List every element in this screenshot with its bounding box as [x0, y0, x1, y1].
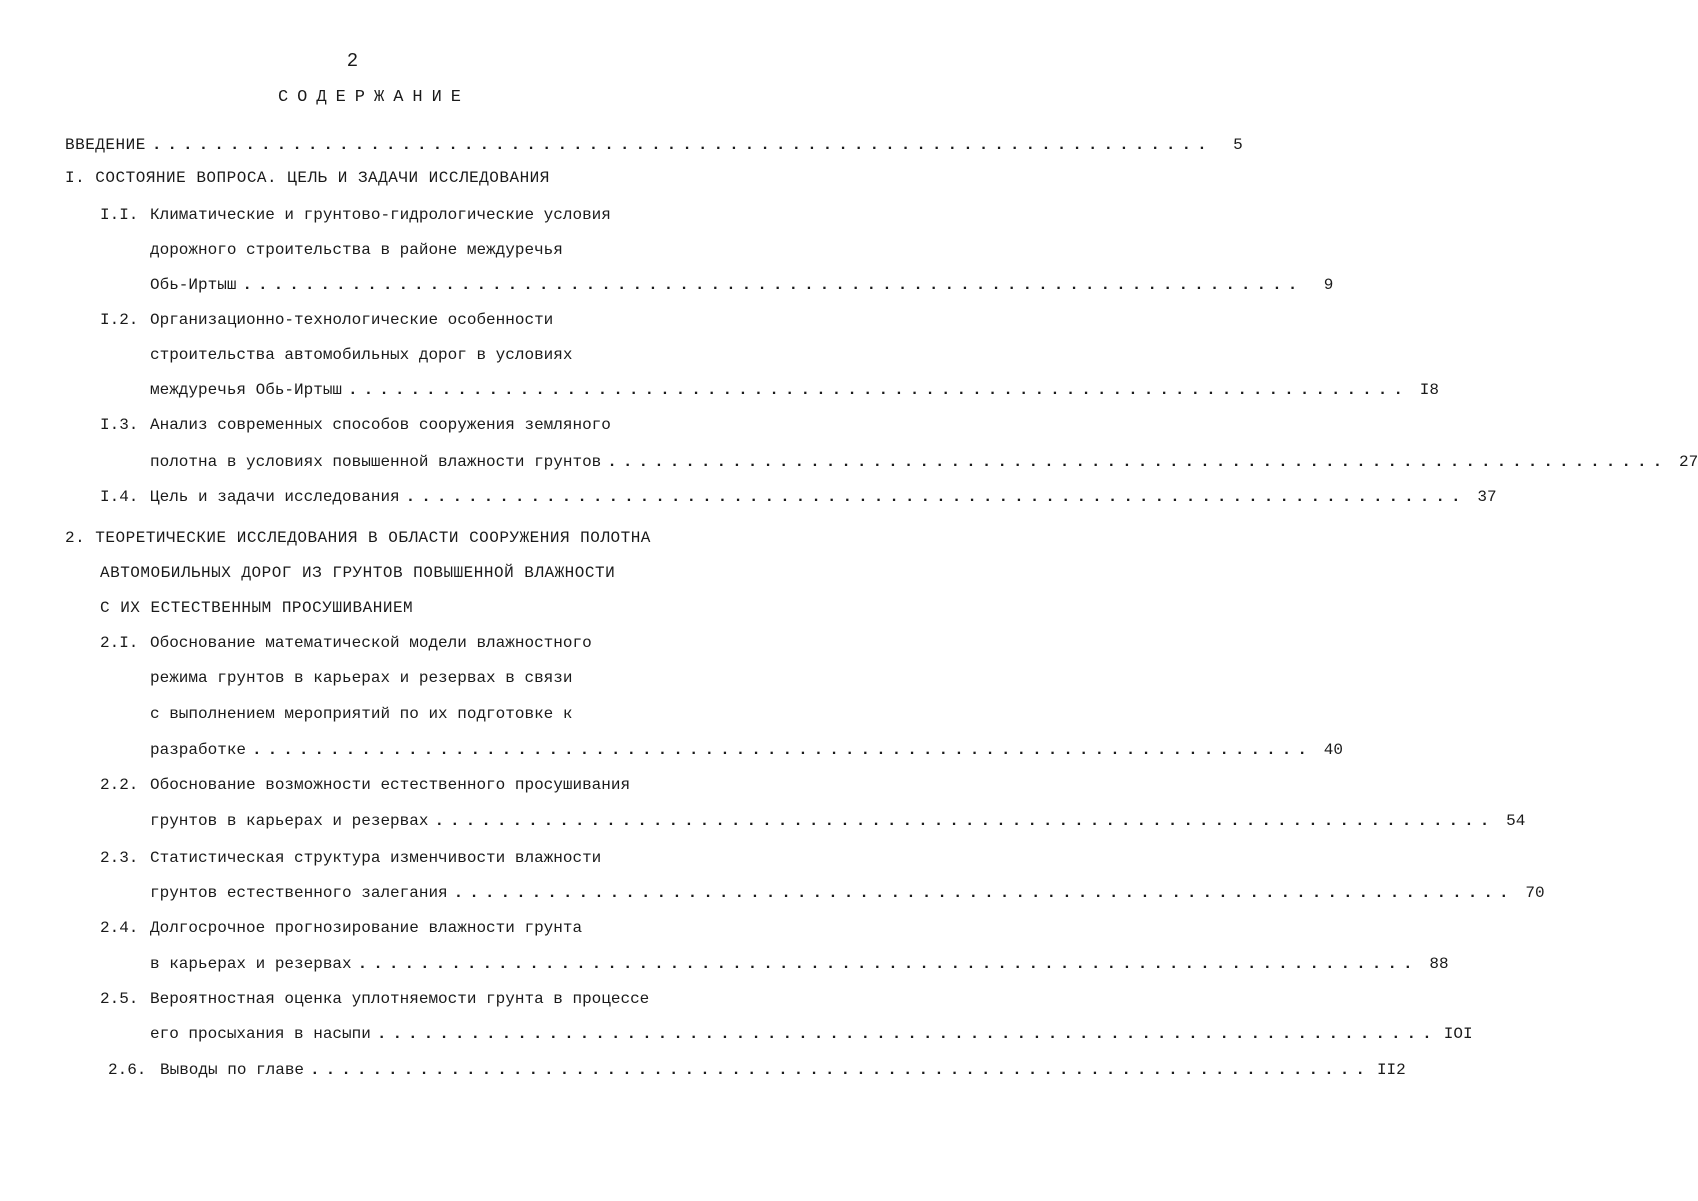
entry-page: 88 [1429, 955, 1449, 973]
chapter-2-title-line1[interactable]: 2. ТЕОРЕТИЧЕСКИЕ ИССЛЕДОВАНИЯ В ОБЛАСТИ СООРУЖЕНИЯ ПОЛОТНА [65, 529, 651, 547]
section-2-1-line4[interactable] [150, 740, 1343, 760]
toc-entry-intro[interactable] [65, 135, 1243, 155]
entry-page: 40 [1323, 741, 1343, 759]
entry-page: IOI [1443, 1025, 1473, 1043]
entry-page: 70 [1525, 884, 1545, 902]
section-2-1-line1[interactable]: Обоснование математической модели влажностного [150, 634, 592, 652]
chapter-1-title[interactable]: I. СОСТОЯНИЕ ВОПРОСА. ЦЕЛЬ И ЗАДАЧИ ИССЛЕДОВАНИЯ [65, 169, 550, 187]
chapter-2-title-line2[interactable]: АВТОМОБИЛЬНЫХ ДОРОГ ИЗ ГРУНТОВ ПОВЫШЕННОЙ ВЛАЖНОСТИ [100, 564, 616, 582]
section-1-1-line1[interactable]: Климатические и грунтово-гидрологические условия [150, 206, 611, 224]
entry-page: 5 [1233, 136, 1243, 154]
section-2-2-number: 2.2. [100, 776, 139, 794]
section-2-6-line1[interactable] [160, 1060, 1406, 1080]
dot-leader: .................................................................... [242, 276, 1304, 294]
entry-title: его просыхания в насыпи [150, 1025, 371, 1043]
section-2-5-line1[interactable]: Вероятностная оценка уплотняемости грунта в процессе [150, 990, 650, 1008]
entry-title: грунтов в карьерах и резервах [150, 812, 429, 830]
dot-leader: .................................................................... [453, 884, 1515, 902]
entry-title: Выводы по главе [160, 1061, 305, 1079]
chapter-2-title-line3[interactable]: С ИХ ЕСТЕСТВЕННЫМ ПРОСУШИВАНИЕМ [100, 599, 414, 617]
section-2-2-line1[interactable]: Обоснование возможности естественного просушивания [150, 776, 631, 794]
entry-page: 37 [1477, 488, 1497, 506]
dot-leader: .................................................................... [348, 381, 1409, 399]
dot-leader: .................................................................... [607, 453, 1669, 471]
page-number: 2 [346, 50, 359, 72]
entry-title: Обь-Иртыш [150, 276, 237, 294]
entry-title: междуречья Обь-Иртыш [150, 381, 343, 399]
section-2-3-line1[interactable]: Статистическая структура изменчивости влажности [150, 849, 602, 867]
section-2-3-number: 2.3. [100, 849, 139, 867]
section-2-1-number: 2.I. [100, 634, 139, 652]
section-1-1-line2[interactable]: дорожного строительства в районе междуречья [150, 241, 563, 259]
dot-leader: .................................................................... [434, 812, 1496, 830]
entry-title: грунтов естественного залегания [150, 884, 448, 902]
section-1-3-line2[interactable] [150, 452, 1698, 472]
entry-title: ВВЕДЕНИЕ [65, 136, 146, 154]
entry-title: разработке [150, 741, 247, 759]
section-2-3-line2[interactable] [150, 883, 1545, 903]
entry-title: полотна в условиях повышенной влажности грунтов [150, 453, 602, 471]
entry-page: I8 [1419, 381, 1439, 399]
section-1-2-line3[interactable] [150, 380, 1439, 400]
dot-leader: .................................................................... [376, 1025, 1438, 1043]
entry-title: в карьерах и резервах [150, 955, 352, 973]
section-1-3-number: I.3. [100, 416, 139, 434]
section-2-5-number: 2.5. [100, 990, 139, 1008]
entry-page: 27 [1678, 453, 1698, 471]
section-1-2-number: I.2. [100, 311, 139, 329]
dot-leader: .................................................................... [405, 488, 1467, 506]
entry-page: II2 [1376, 1061, 1406, 1079]
section-1-2-line2[interactable]: строительства автомобильных дорог в условиях [150, 346, 573, 364]
dot-leader: .................................................................... [151, 136, 1213, 154]
section-1-4-number: I.4. [100, 488, 139, 506]
section-2-5-line2[interactable] [150, 1024, 1473, 1044]
entry-title: Цель и задачи исследования [150, 488, 400, 506]
entry-page: 54 [1506, 812, 1526, 830]
section-2-4-line1[interactable]: Долгосрочное прогнозирование влажности грунта [150, 919, 583, 937]
dot-leader: .................................................................... [310, 1061, 1371, 1079]
section-1-1-line3[interactable] [150, 275, 1334, 295]
section-2-6-number: 2.6. [108, 1061, 147, 1079]
dot-leader: .................................................................... [357, 955, 1419, 973]
section-1-2-line1[interactable]: Организационно-технологические особенности [150, 311, 554, 329]
toc-heading: СОДЕРЖАНИЕ [277, 88, 471, 107]
section-1-4-line1[interactable] [150, 487, 1497, 507]
section-2-1-line2[interactable]: режима грунтов в карьерах и резервах в связи [150, 669, 573, 687]
section-2-4-number: 2.4. [100, 919, 139, 937]
section-2-4-line2[interactable] [150, 954, 1449, 974]
entry-page: 9 [1323, 276, 1334, 294]
dot-leader: .................................................................... [252, 741, 1313, 759]
section-1-3-line1[interactable]: Анализ современных способов сооружения земляного [150, 416, 611, 434]
section-2-1-line3[interactable]: с выполнением мероприятий по их подготовке к [150, 705, 573, 723]
section-1-1-number: I.I. [100, 206, 139, 224]
section-2-2-line2[interactable] [150, 811, 1526, 831]
